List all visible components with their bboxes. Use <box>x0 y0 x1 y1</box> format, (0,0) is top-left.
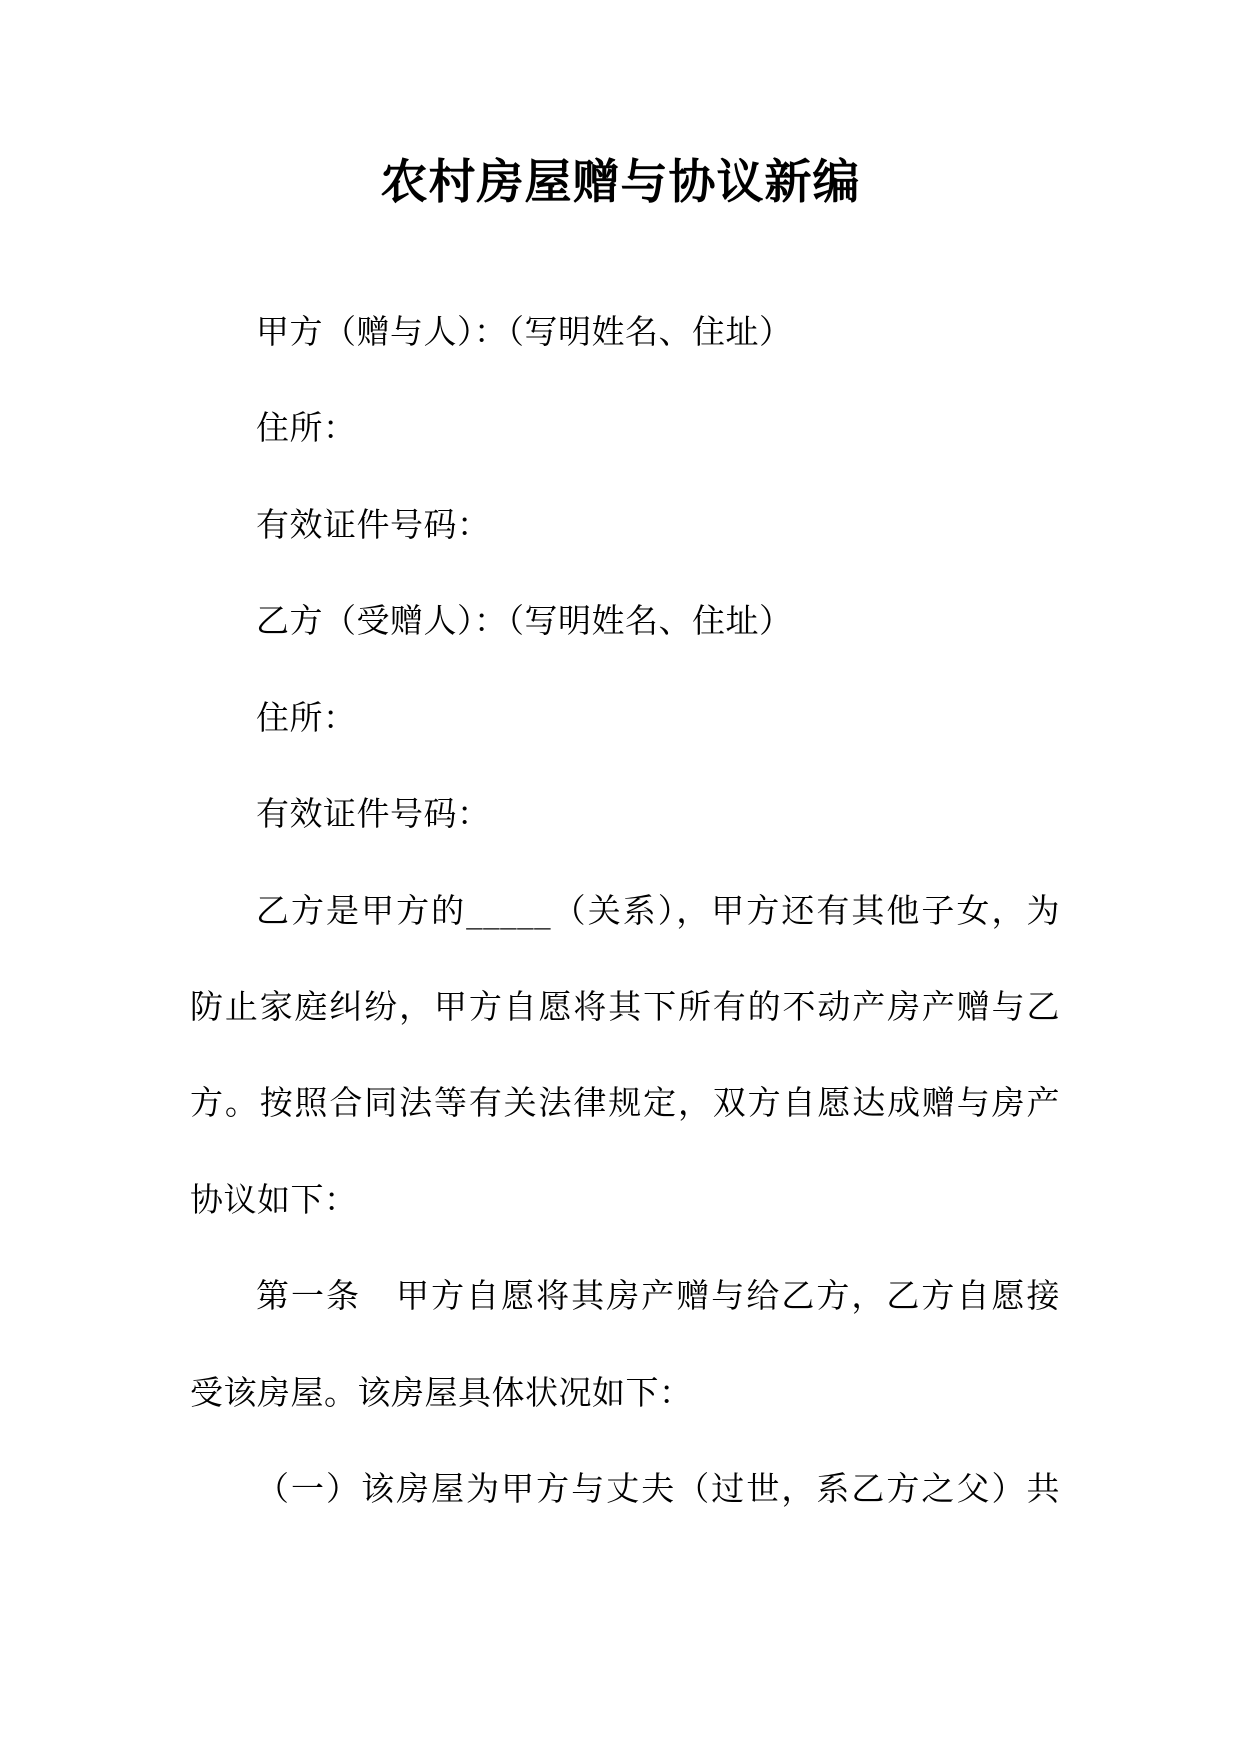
party-b-address: 住所： <box>256 698 357 737</box>
party-b-id-number: 有效证件号码： <box>256 794 491 833</box>
document-title: 农村房屋赠与协议新编 <box>380 155 861 210</box>
party-b-line: 乙方（受赠人）：（写明姓名、住址） <box>256 601 793 640</box>
article-one-line: 受该房屋。该房屋具体状况如下： <box>190 1373 693 1412</box>
paragraph-line: 乙方是甲方的_____（关系），甲方还有其他子女，为 <box>256 891 1060 930</box>
article-one-line: 第一条 甲方自愿将其房产赠与给乙方，乙方自愿接 <box>256 1276 1060 1315</box>
paragraph-line: 协议如下： <box>190 1180 358 1219</box>
paragraph-line: 防止家庭纠纷，甲方自愿将其下所有的不动产房产赠与乙 <box>190 987 1060 1026</box>
party-a-id-number: 有效证件号码： <box>256 505 491 544</box>
party-a-address: 住所： <box>256 408 357 447</box>
clause-one-line: （一）该房屋为甲方与丈夫（过世，系乙方之父）共 <box>256 1469 1060 1508</box>
paragraph-line: 方。按照合同法等有关法律规定，双方自愿达成赠与房产 <box>190 1083 1060 1122</box>
party-a-line: 甲方（赠与人）：（写明姓名、住址） <box>256 312 793 351</box>
